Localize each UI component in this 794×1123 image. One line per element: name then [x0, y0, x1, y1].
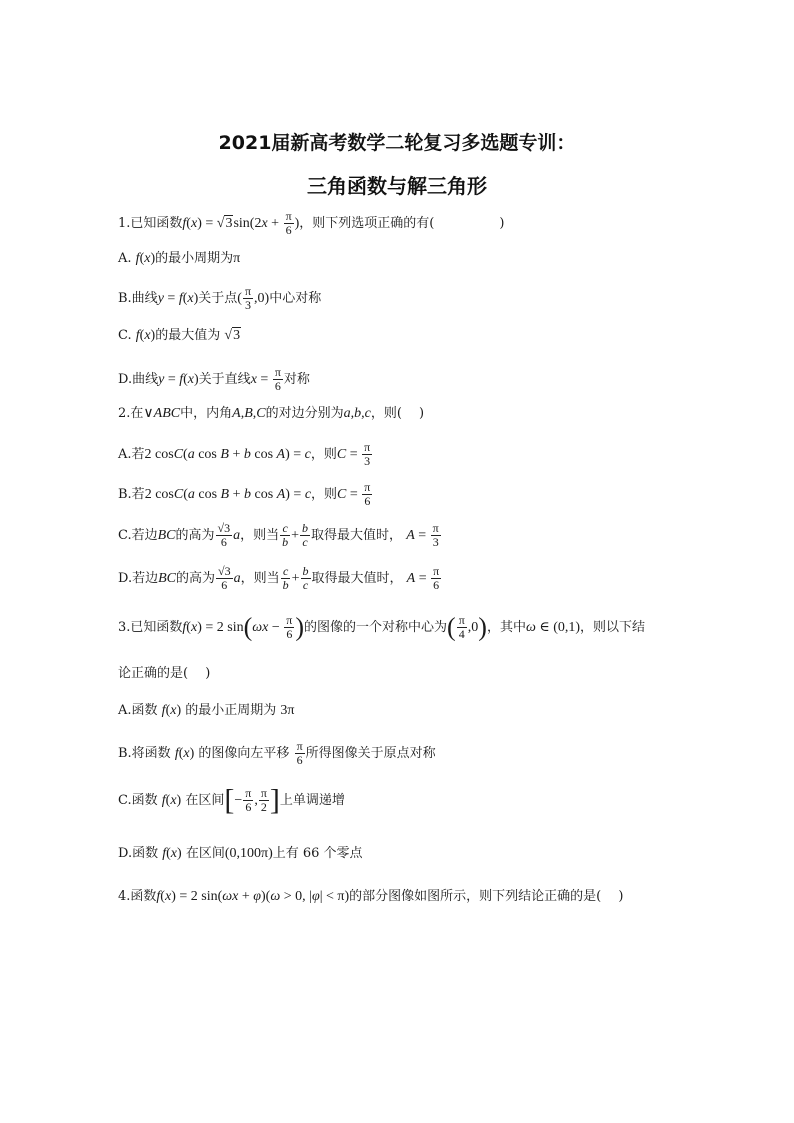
- q1-option-b: B.曲线y = f(x)关于点( $\frac{\pi}{3}$ ,0)中心对称: [118, 284, 322, 312]
- q3-option-a: A.函数 f(x) 的最小正周期为 3π: [118, 703, 295, 718]
- q4-stem: 4.函数f(x) = 2 sin(ωx + φ)(ω > 0, |φ| < π)的部分图像如图所示，则下列结论正确的是( ): [118, 889, 624, 904]
- q1-stem: 1.已知函数f(x) = √3sin(2x + $\frac{\pi}{6}$ )，则下列选项正确的有( ): [118, 209, 505, 237]
- q3-stem: 3.已知函数f(x) = 2 sin(ωx − $\frac{\pi}{6}$ )的图像的一个对称中心为( $\frac{\pi}{4}$ ,0)，其中ω ∈ (0,1)，则以下结: [118, 612, 646, 642]
- q1-option-d: D.曲线y = f(x)关于直线x = $\frac{\pi}{6}$ 对称: [118, 365, 310, 393]
- q3-stem-line2: 论正确的是( ): [118, 666, 211, 681]
- q3-option-c: C.函数 f(x) 在区间[− $\frac{\pi}{6}$ , $\frac{\pi}{2}$ ]上单调递增: [118, 783, 345, 817]
- q2-option-c: C.若边BC的高为 $\frac{√3}{6}$ a，则当 $\frac{c}{b}$ + $\frac{b}{c}$ 取得最大值时， A = $\frac{\pi}{3}$: [118, 521, 439, 549]
- page-title: 2021届新高考数学二轮复习多选题专训：: [218, 132, 576, 154]
- q3-option-d: D.函数 f(x) 在区间(0,100π)上有 66 个零点: [118, 846, 363, 861]
- q2-option-d: D.若边BC的高为 $\frac{√3}{6}$ a，则当 $\frac{c}{b}$ + $\frac{b}{c}$ 取得最大值时， A = $\frac{\pi}{6}$: [118, 564, 440, 592]
- q1-option-c: C. f(x)的最大值为 √3: [118, 328, 241, 343]
- q2-stem: 2.在∨ABC中，内角A,B,C的对边分别为a,b,c，则( ): [118, 406, 425, 421]
- q1-option-a: A. f(x)的最小周期为π: [118, 251, 241, 266]
- q3-option-b: B.将函数 f(x) 的图像向左平移 $\frac{\pi}{6}$ 所得图像关于原点对称: [118, 739, 436, 767]
- page-subtitle: 三角函数与解三角形: [307, 174, 487, 198]
- q2-option-a: A.若2 cosC(a cos B + b cos A) = c，则C = $\frac{\pi}{3}$: [118, 440, 371, 468]
- q2-option-b: B.若2 cosC(a cos B + b cos A) = c，则C = $\frac{\pi}{6}$: [118, 480, 371, 508]
